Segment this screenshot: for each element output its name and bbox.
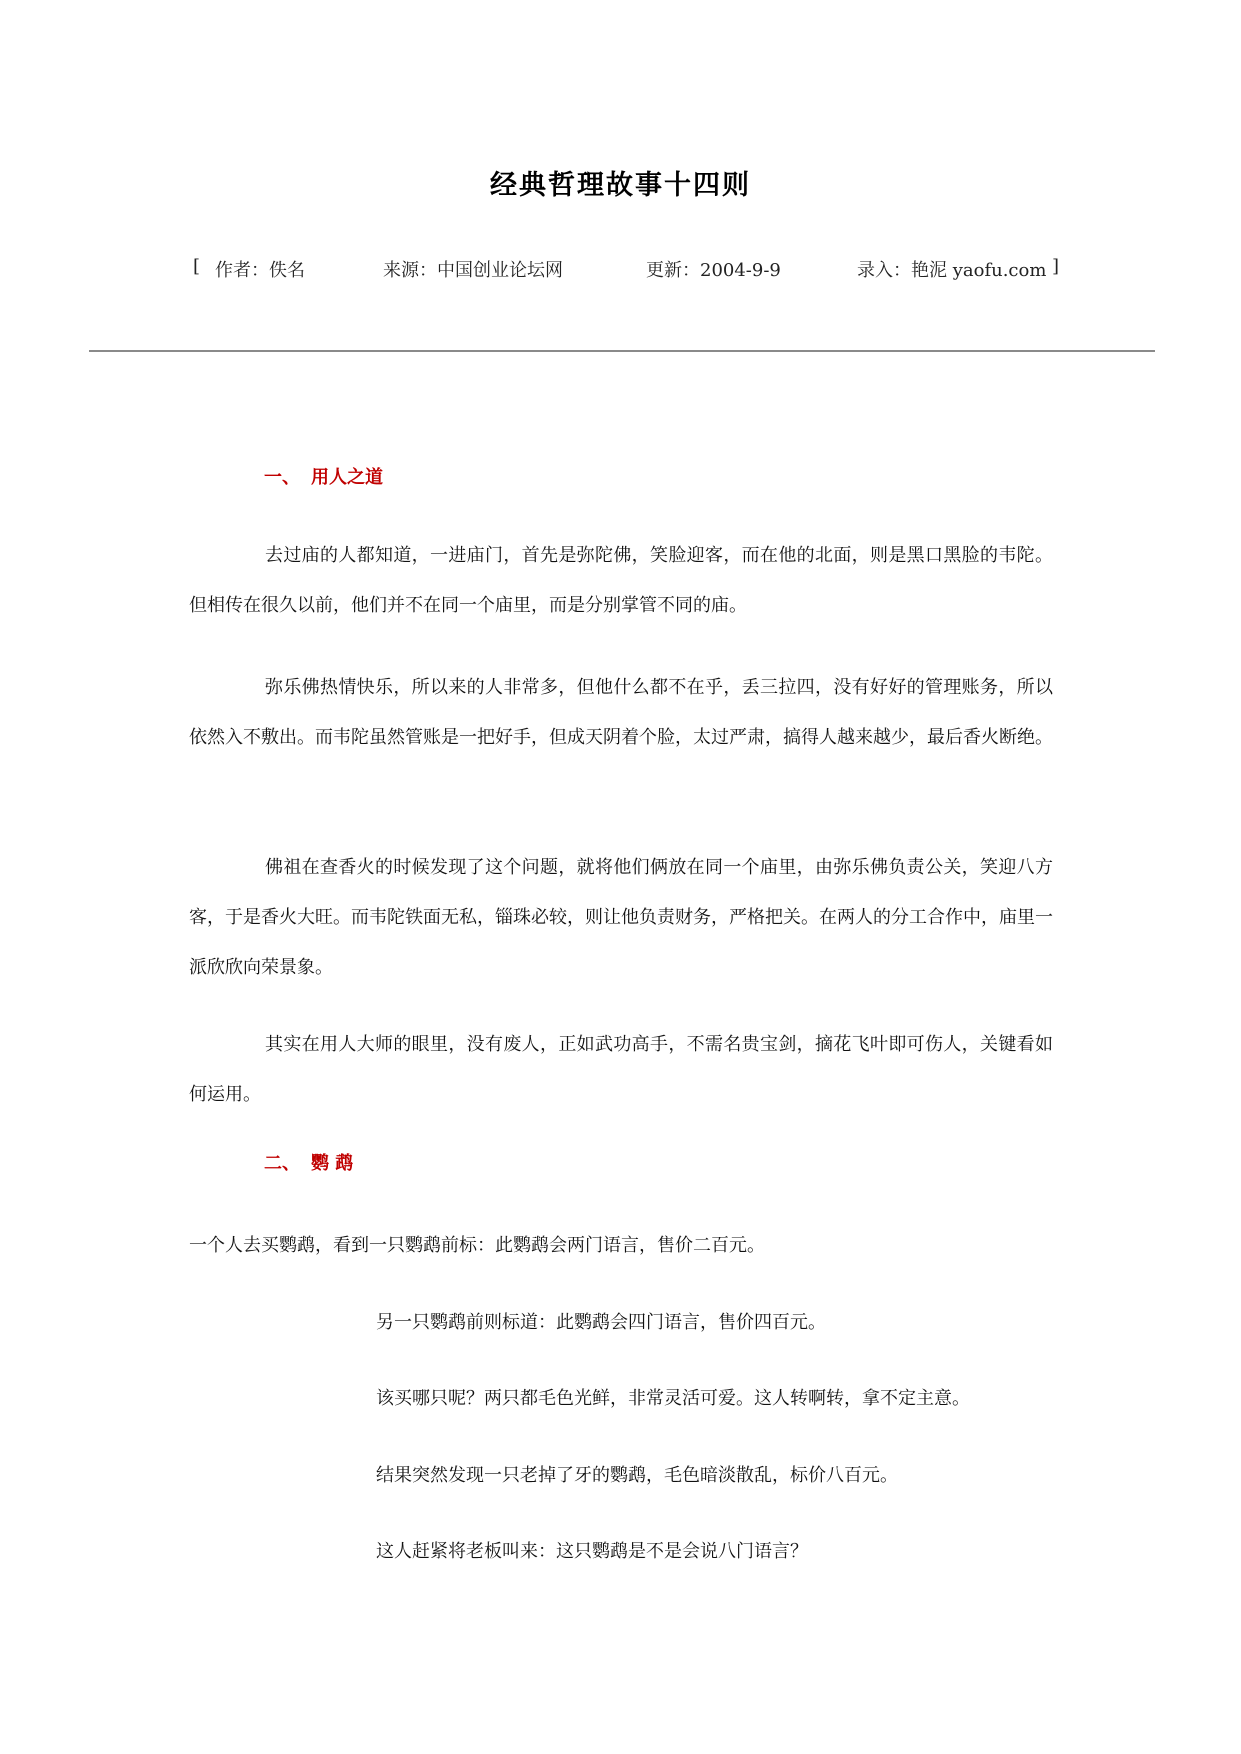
section-heading — [264, 463, 383, 489]
article-meta — [193, 256, 1073, 282]
body-line: 这人赶紧将老板叫来：这只鹦鹉是不是会说八门语言？ — [376, 1541, 808, 1562]
document-title: 经典哲理故事十四则 — [490, 170, 751, 201]
body-line: 结果突然发现一只老掉了牙的鹦鹉，毛色暗淡散乱，标价八百元。 — [376, 1465, 898, 1486]
meta-author: 作者：佚名 — [215, 260, 305, 281]
meta-updated: 更新：2004-9-9 — [646, 260, 781, 281]
body-paragraph: 去过庙的人都知道，一进庙门，首先是弥陀佛，笑脸迎客，而在他的北面，则是黑口黑脸的韦陀。但相传在很久以前，他们并不在同一个庙里，而是分别掌管不同的庙。 — [189, 545, 1053, 616]
body-line: 一个人去买鹦鹉，看到一只鹦鹉前标：此鹦鹉会两门语言，售价二百元。 — [189, 1235, 765, 1256]
meta-entered-by: 录入：艳泥 yaofu.com — [857, 260, 1047, 281]
meta-source: 来源：中国创业论坛网 — [383, 260, 563, 281]
section-heading — [264, 1149, 353, 1175]
body-line: 另一只鹦鹉前则标道：此鹦鹉会四门语言，售价四百元。 — [376, 1312, 826, 1333]
section-number: 一、 — [264, 467, 300, 488]
meta-close-bracket: ] — [1052, 256, 1060, 277]
section-number: 二、 — [264, 1153, 300, 1174]
body-paragraph: 佛祖在查香火的时候发现了这个问题，就将他们俩放在同一个庙里，由弥乐佛负责公关，笑迎八方客，于是香火大旺。而韦陀铁面无私，锱珠必较，则让他负责财务，严格把关。在两人的分工合作中，庙里一派欣欣向荣景象。 — [189, 857, 1053, 978]
section-title: 鹦 鹉 — [311, 1153, 354, 1174]
meta-open-bracket: [ — [193, 256, 201, 277]
body-paragraph: 其实在用人大师的眼里，没有废人，正如武功高手，不需名贵宝剑，摘花飞叶即可伤人，关键看如何运用。 — [189, 1034, 1053, 1105]
body-line: 该买哪只呢？两只都毛色光鲜，非常灵活可爱。这人转啊转，拿不定主意。 — [376, 1388, 970, 1409]
header-divider — [89, 350, 1155, 352]
section-title: 用人之道 — [311, 467, 383, 488]
body-paragraph: 弥乐佛热情快乐，所以来的人非常多，但他什么都不在乎，丢三拉四，没有好好的管理账务，所以依然入不敷出。而韦陀虽然管账是一把好手，但成天阴着个脸，太过严肃，搞得人越来越少，最后香火断绝。 — [189, 677, 1053, 748]
